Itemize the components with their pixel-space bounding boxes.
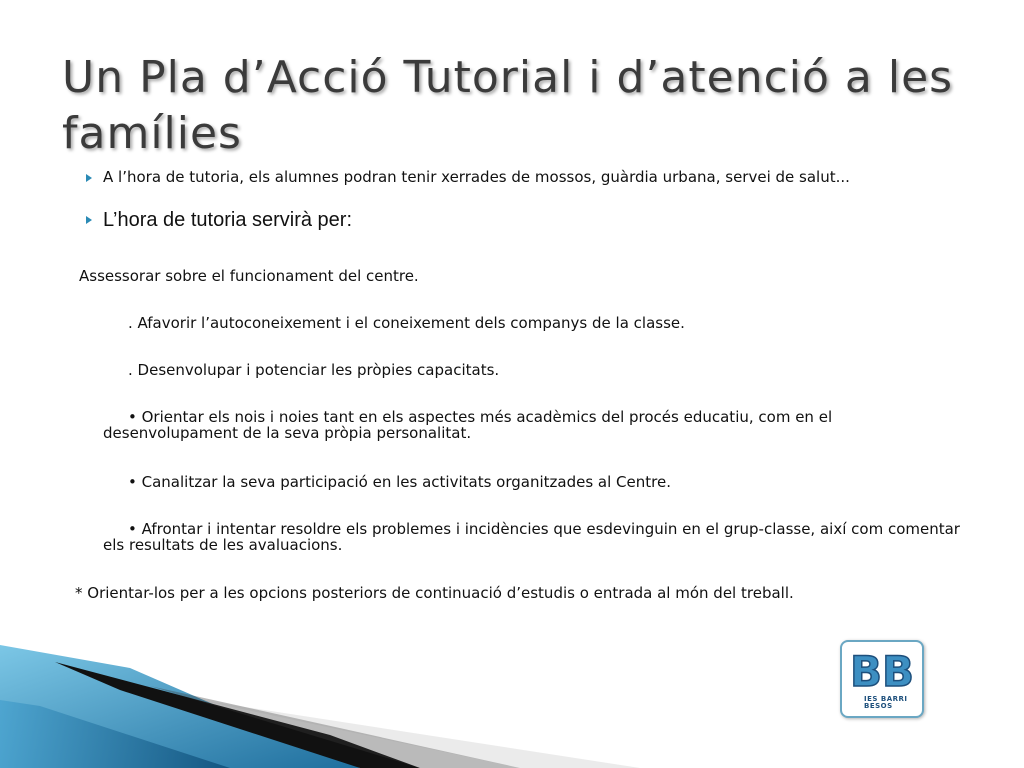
list-item: . Desenvolupar i potenciar les pròpies capacitats.	[128, 361, 500, 379]
bullet-text-1: A l’hora de tutoria, els alumnes podran tenir xerrades de mossos, guàrdia urbana, servei de salut...	[103, 168, 850, 186]
list-item: • Canalitzar la seva participació en les activitats organitzades al Centre.	[128, 473, 671, 491]
list-item: . Afavorir l’autoconeixement i el coneixement dels companys de la classe.	[128, 314, 685, 332]
list-item: Assessorar sobre el funcionament del centre.	[79, 267, 419, 285]
list-item: • Orientar els nois i noies tant en els aspectes més acadèmics del procés educatiu, com en el desenvolupament de la seva pròpia personalitat.	[103, 408, 833, 442]
bullet-text-2: L’hora de tutoria servirà per:	[103, 209, 353, 231]
list-item: * Orientar-los per a les opcions posteriors de continuació d’estudis o entrada al món del treball.	[75, 584, 794, 602]
bullet-arrow-icon	[86, 174, 92, 182]
logo-letters: BB	[850, 647, 915, 696]
list-item: • Afrontar i intentar resoldre els problemes i incidències que esdevinguin en el grup-classe, així com comentar els resultats de les avaluacions.	[103, 520, 960, 554]
bullet-arrow-icon	[86, 216, 92, 224]
slide-title: Un Pla d’Acció Tutorial i d’atenció a les famílies	[62, 52, 954, 159]
logo-text: IES BARRI BESOS	[864, 695, 908, 710]
school-logo	[840, 640, 924, 718]
